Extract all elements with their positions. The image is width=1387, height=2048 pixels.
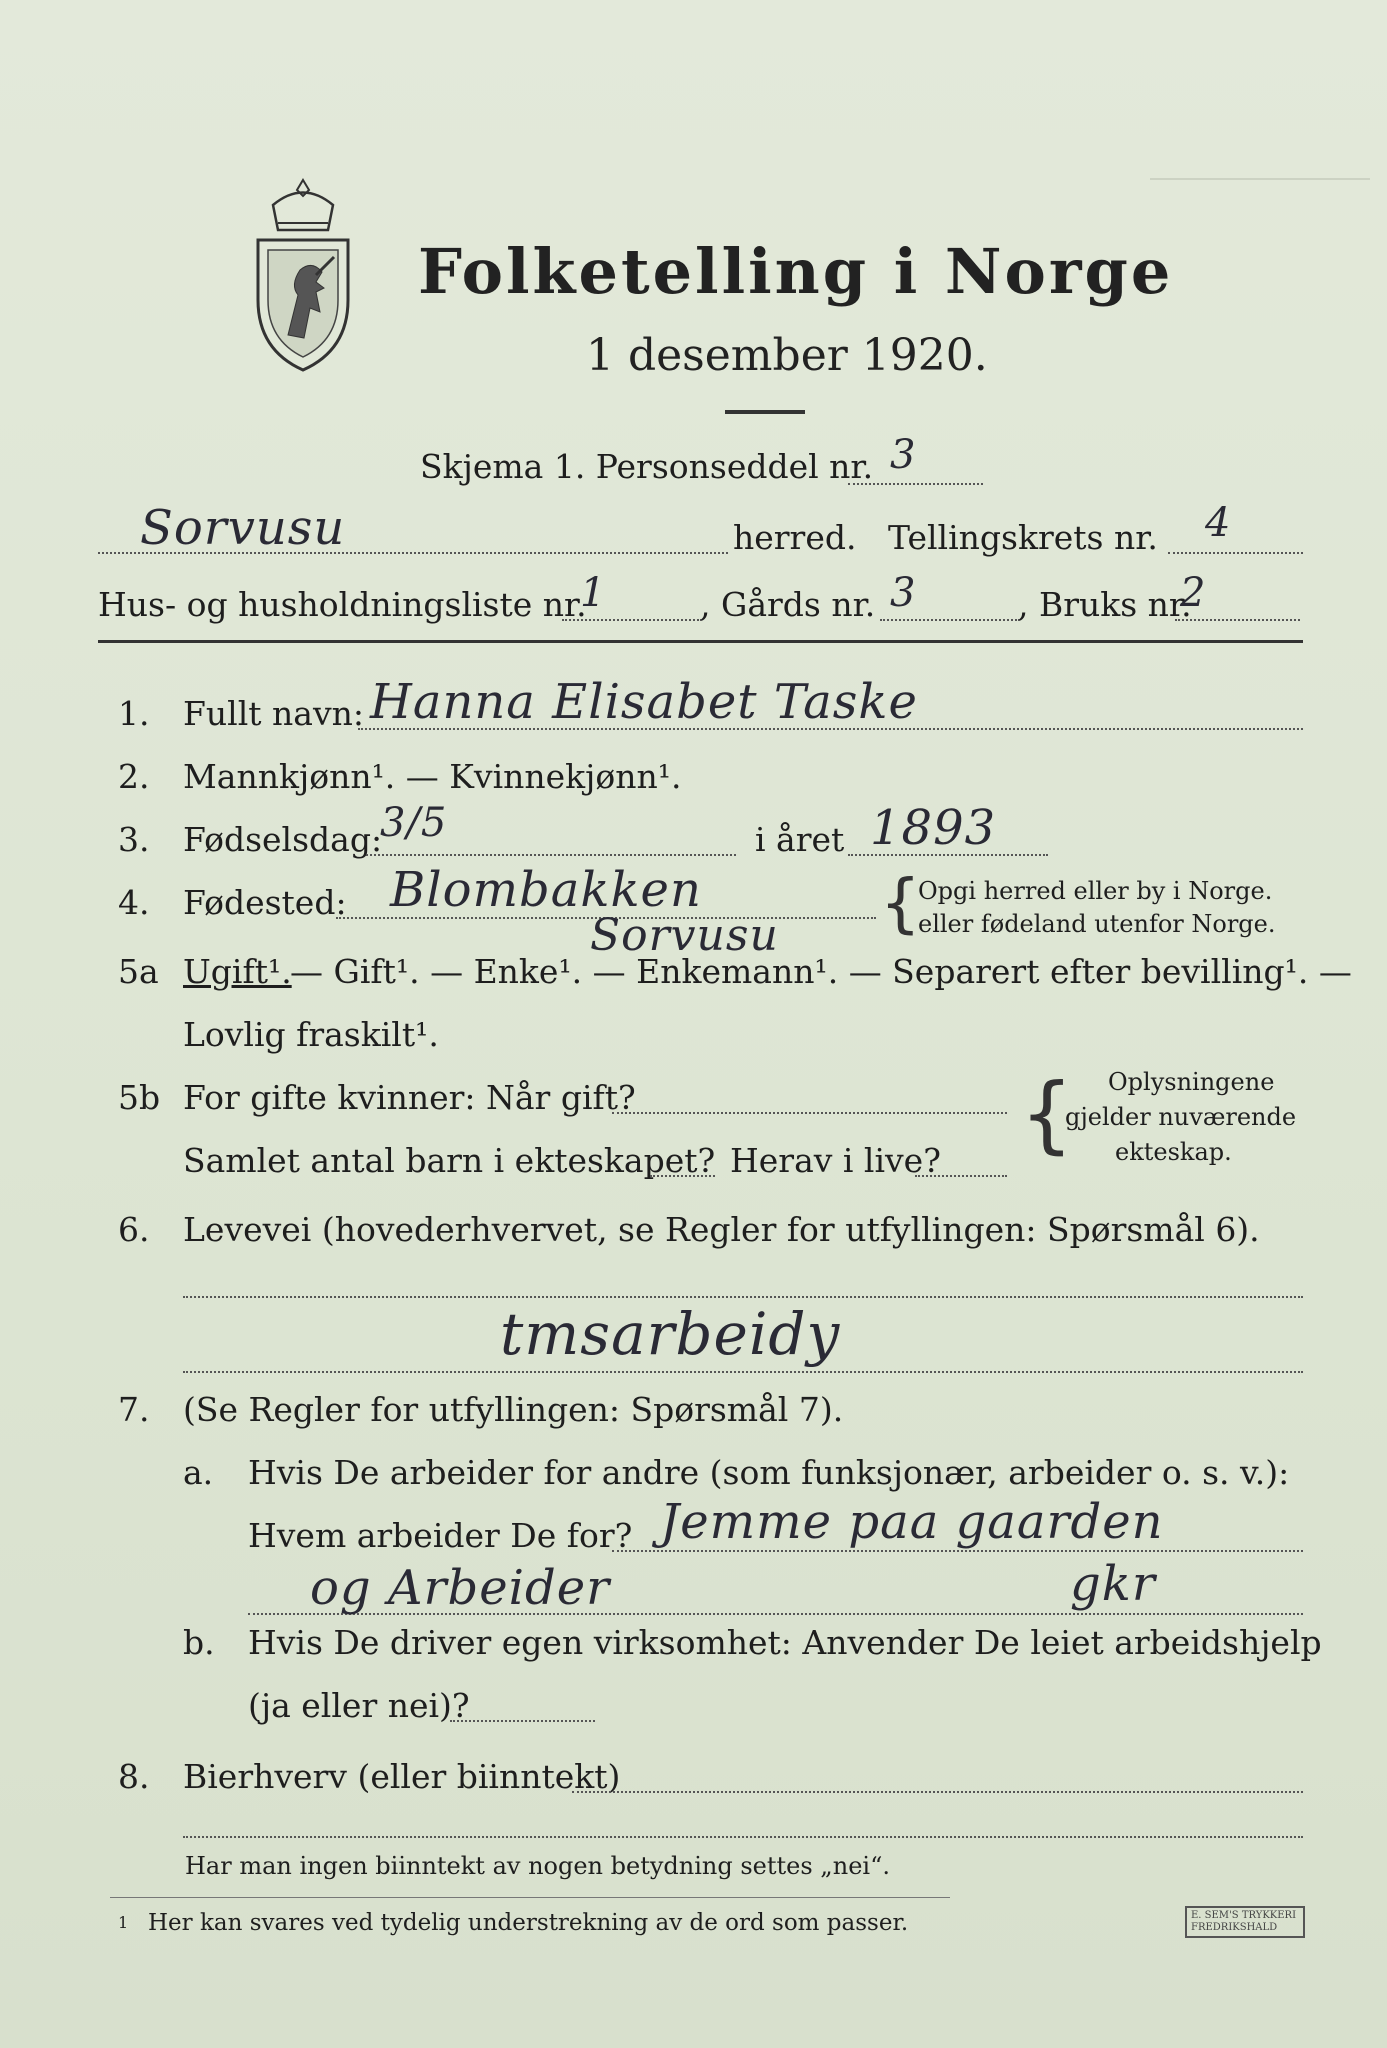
q5b-number: 5b (118, 1078, 161, 1117)
q8-line (572, 1791, 1303, 1793)
tellingskrets-value[interactable]: 4 (1205, 500, 1232, 546)
schema-label: Skjema 1. Personseddel nr. (420, 447, 874, 486)
full-name-value[interactable]: Hanna Elisabet Taske (370, 674, 918, 730)
employer-value-2[interactable]: og Arbeider (310, 1560, 611, 1616)
q3-label: Fødselsdag: (183, 820, 383, 859)
hus-line (562, 619, 702, 621)
footnote-rule (110, 1897, 950, 1898)
gender-options[interactable]: Mannkjønn¹. — Kvinnekjønn¹. (183, 757, 682, 796)
footnote-mark: 1 (118, 1913, 129, 1932)
birthdate-value[interactable]: 3/5 (380, 800, 448, 846)
gards-value[interactable]: 3 (890, 570, 917, 616)
footnote-text: Her kan svares ved tydelig understrekning av de ord som passer. (148, 1910, 909, 1936)
printer-stamp: E. SEM'S TRYKKERI FREDRIKSHALD (1185, 1906, 1305, 1938)
q7-label: (Se Regler for utfyllingen: Spørsmål 7). (183, 1390, 844, 1429)
employer-value-3[interactable]: gkr (1070, 1556, 1156, 1612)
bruks-label: , Bruks nr. (1018, 585, 1192, 624)
occupation-value[interactable]: tmsarbeidy (500, 1300, 841, 1368)
q8-number: 8. (118, 1757, 150, 1796)
bruks-line (1175, 619, 1300, 621)
title-divider (725, 410, 805, 414)
form-date: 1 desember 1920. (586, 330, 988, 381)
q5b-children-label: Samlet antal barn i ekteskapet? (183, 1141, 716, 1180)
q5b-alive-label: Herav i live? (730, 1141, 941, 1180)
employer-value[interactable]: Jemme paa gaarden (660, 1494, 1164, 1550)
marital-other-options[interactable]: — Gift¹. — Enke¹. — Enkemann¹. — Separert efter bevilling¹. — (290, 952, 1352, 991)
marital-fraskilt-option[interactable]: Lovlig fraskilt¹. (183, 1015, 439, 1054)
gards-label: , Gårds nr. (700, 585, 876, 624)
q7-number: 7. (118, 1390, 150, 1429)
form-title: Folketelling i Norge (418, 235, 1174, 308)
q6-line-2 (183, 1371, 1303, 1373)
q5b-label: For gifte kvinner: Når gift? (183, 1078, 636, 1117)
q7a-line-1 (612, 1550, 1303, 1552)
footer-line (183, 1836, 1303, 1838)
q2-number: 2. (118, 757, 150, 796)
schema-value[interactable]: 3 (890, 432, 917, 478)
schema-line (848, 483, 983, 485)
header-rule (98, 640, 1303, 643)
q5b-note-line2: gjelder nuværende (1065, 1103, 1297, 1131)
birth-year-value[interactable]: 1893 (870, 800, 997, 856)
q5b-children-line (650, 1175, 715, 1177)
tellingskrets-line (1168, 552, 1303, 554)
q5b-brace: { (1020, 1065, 1074, 1163)
birthplace-value[interactable]: Blombakken (390, 862, 702, 918)
q8-label: Bierhverv (eller biinntekt) (183, 1757, 621, 1796)
q5b-alive-line (915, 1175, 1007, 1177)
q7a-label: Hvis De arbeider for andre (som funksjonær, arbeider o. s. v.): (248, 1453, 1290, 1492)
herred-value[interactable]: Sorvusu (140, 500, 346, 556)
hus-value[interactable]: 1 (580, 570, 607, 616)
q7b-sub-label: (ja eller nei)? (248, 1686, 470, 1725)
tellingskrets-label: Tellingskrets nr. (888, 518, 1158, 557)
bleed-through-texture (1150, 118, 1370, 180)
q6-number: 6. (118, 1210, 150, 1249)
q7a-letter: a. (183, 1453, 214, 1492)
q4-brace: { (880, 867, 921, 941)
q4-number: 4. (118, 883, 150, 922)
bruks-value[interactable]: 2 (1180, 570, 1207, 616)
q1-label: Fullt navn: (183, 694, 364, 733)
q5a-number: 5a (118, 952, 159, 991)
birthplace-value-2[interactable]: Sorvusu (590, 910, 779, 961)
q7b-line (450, 1720, 595, 1722)
hus-label: Hus- og husholdningsliste nr. (98, 585, 587, 624)
q4-note-line1: Opgi herred eller by i Norge. (918, 877, 1273, 905)
q3-line (366, 854, 736, 856)
q7a-sub-label: Hvem arbeider De for? (248, 1516, 633, 1555)
q6-label: Levevei (hovederhvervet, se Regler for utfyllingen: Spørsmål 6). (183, 1210, 1260, 1249)
q7b-letter: b. (183, 1623, 215, 1662)
q5b-married-line (612, 1112, 1007, 1114)
q3-year-label: i året (755, 820, 845, 859)
biinntekt-note: Har man ingen biinntekt av nogen betydning settes „nei“. (185, 1852, 890, 1880)
q4-note-line2: eller fødeland utenfor Norge. (918, 910, 1276, 938)
q1-number: 1. (118, 694, 150, 733)
q5b-note-line1: Oplysningene (1108, 1068, 1275, 1096)
q6-line-1 (183, 1296, 1303, 1298)
q7b-label: Hvis De driver egen virksomhet: Anvender De leiet arbeidshjelp (248, 1623, 1322, 1662)
q4-label: Fødested: (183, 883, 347, 922)
q3-number: 3. (118, 820, 150, 859)
norway-coat-of-arms-icon (248, 175, 358, 375)
herred-label: herred. (733, 518, 857, 557)
gards-line (880, 619, 1020, 621)
q5b-note-line3: ekteskap. (1115, 1138, 1232, 1166)
marital-ugift-option[interactable]: Ugift¹. (183, 952, 292, 991)
